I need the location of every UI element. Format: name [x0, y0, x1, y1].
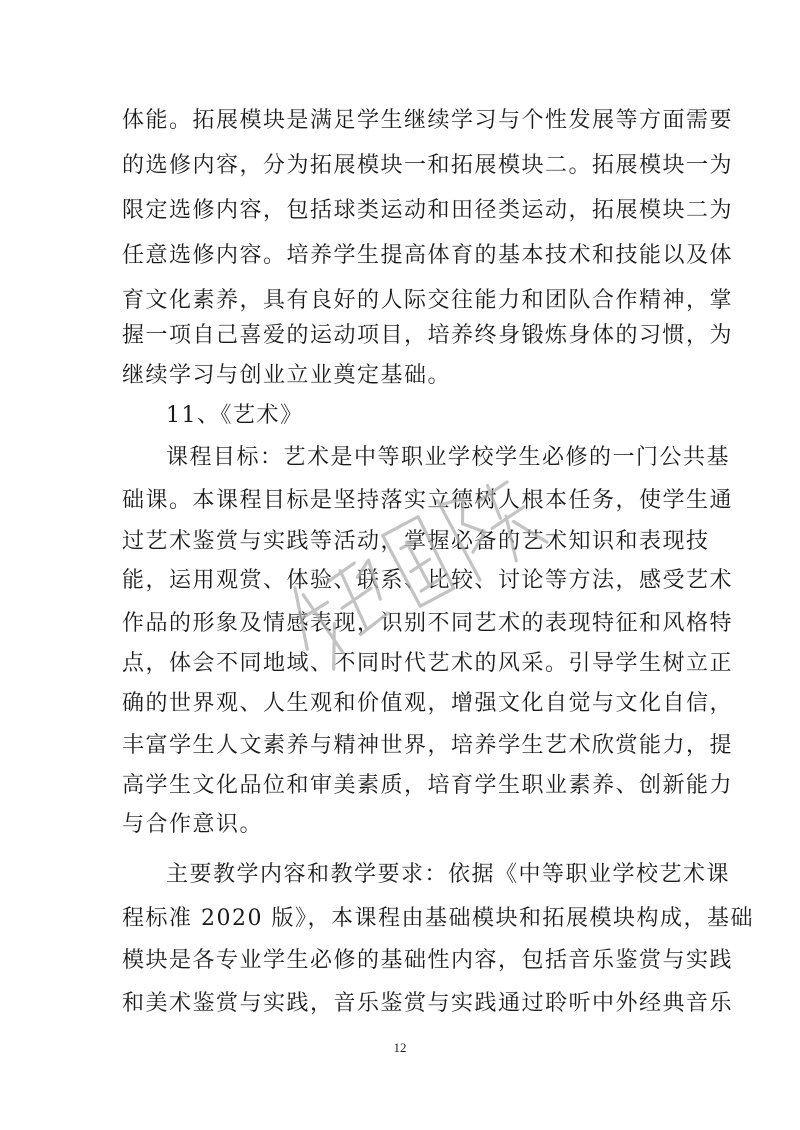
body-line: 点，体会不同地域、不同时代艺术的风采。引导学生树立正	[122, 651, 734, 676]
body-line: 和美术鉴赏与实践，音乐鉴赏与实践通过聆听中外经典音乐	[122, 991, 734, 1016]
body-line: 模块是各专业学生必修的基础性内容，包括音乐鉴赏与实践	[122, 948, 734, 973]
body-line: 确的世界观、人生观和价值观，增强文化自觉与文化自信，	[122, 691, 734, 716]
body-line: 体能。拓展模块是满足学生继续学习与个性发展等方面需要	[122, 108, 734, 133]
body-line: 课程目标：艺术是中等职业学校学生必修的一门公共基	[166, 445, 731, 470]
body-line: 丰富学生人文素养与精神世界，培养学生艺术欣赏能力，提	[122, 733, 734, 758]
body-line: 主要教学内容和教学要求：依据《中等职业学校艺术课	[166, 862, 731, 887]
body-line: 握一项自己喜爱的运动项目，培养终身锻炼身体的习惯，为	[122, 323, 734, 348]
section-heading: 11、《艺术》	[166, 403, 304, 428]
body-line: 任意选修内容。培养学生提高体育的基本技术和技能以及体	[122, 243, 734, 268]
body-line: 与合作意识。	[122, 812, 264, 837]
body-line: 能，运用观赏、体验、联系、比较、讨论等方法，感受艺术	[122, 568, 734, 593]
body-line: 继续学习与创业立业奠定基础。	[122, 363, 452, 388]
body-line: 的选修内容，分为拓展模块一和拓展模块二。拓展模块一为	[122, 153, 734, 178]
body-line: 限定选修内容，包括球类运动和田径类运动，拓展模块二为	[122, 198, 734, 223]
body-line: 育文化素养，具有良好的人际交往能力和团队合作精神，掌	[122, 288, 734, 313]
page-number: 12	[393, 1040, 407, 1055]
body-line: 高学生文化品位和审美素质，培育学生职业素养、创新能力	[122, 773, 734, 798]
body-line: 程标准 2020 版》，本课程由基础模块和拓展模块构成，基础	[122, 906, 754, 931]
body-line: 作品的形象及情感表现，识别不同艺术的表现特征和风格特	[122, 611, 734, 636]
body-line: 础课。本课程目标是坚持落实立德树人根本任务，使学生通	[122, 488, 734, 513]
body-line: 过艺术鉴赏与实践等活动，掌握必备的艺术知识和表现技	[122, 529, 710, 554]
